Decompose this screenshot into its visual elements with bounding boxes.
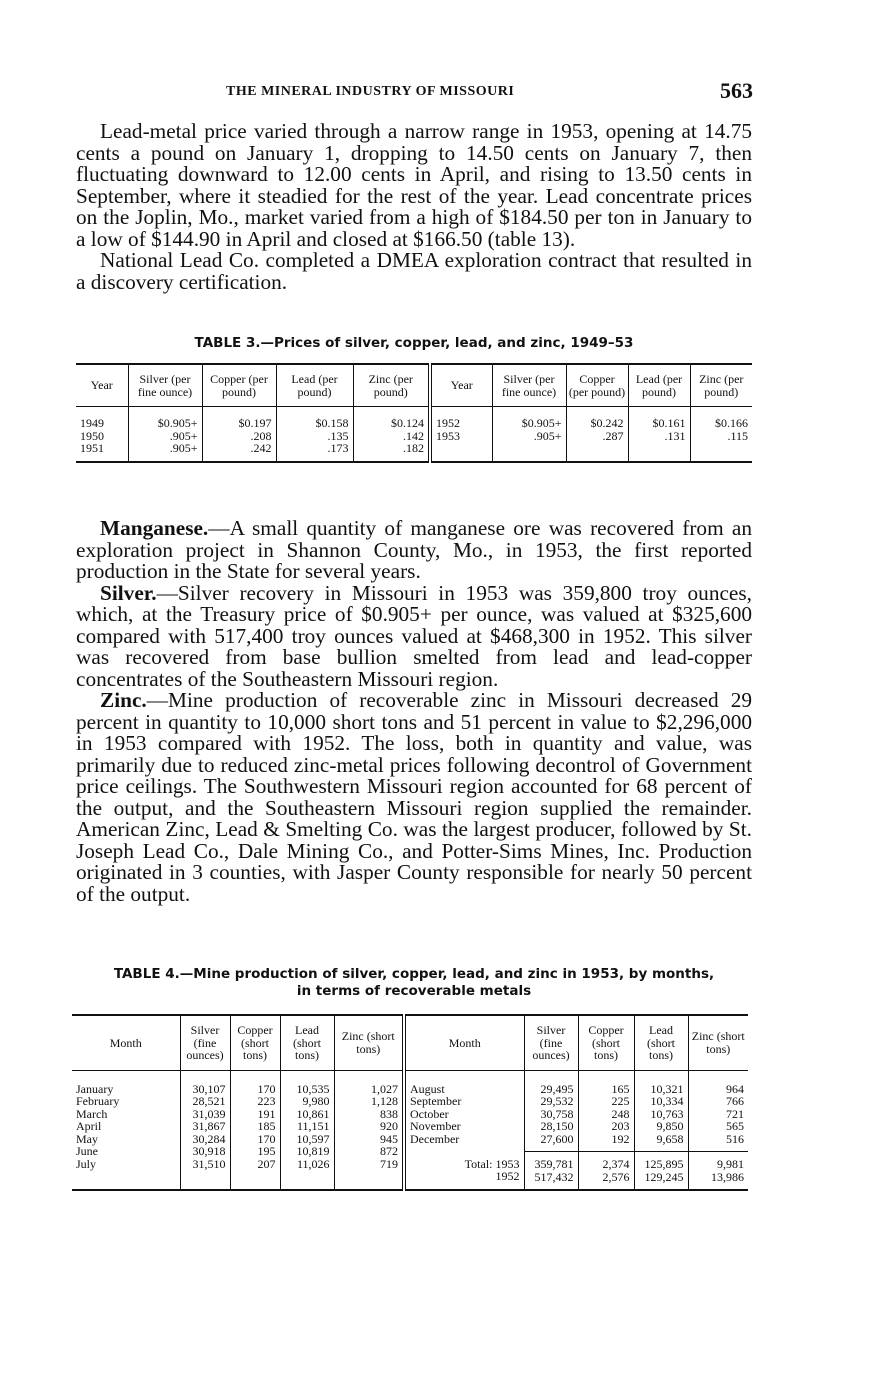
t4-lead-header: Lead (short tons): [280, 1015, 334, 1070]
t3-year-header-right: Year: [430, 364, 492, 407]
t4-month: June: [76, 1144, 98, 1158]
table-cell: 9,981: [717, 1157, 744, 1171]
table-cell: .208: [250, 428, 272, 443]
t4-copper-right: [578, 1070, 634, 1152]
table-cell: .182: [403, 441, 424, 455]
t3-silver-header: Silver (per fine ounce): [128, 364, 202, 407]
t4-copper-header-right: Copper (short tons): [578, 1015, 634, 1070]
t3-year: 1949: [80, 416, 104, 430]
t4-month: August: [410, 1081, 445, 1096]
zinc-paragraph: [76, 690, 752, 905]
table-cell: 1,128: [371, 1094, 398, 1108]
silver-text: —Silver recovery in Missouri in 1953 was 359,800 troy ounces, which, at the Treasury price of $0.905+ per ounce, was valued at $325,600 compared with 517,400 troy ounces valued at $468,300 in 1952. This silver was recovered from base bullion smelted from lead and lead-copper concentrates of the Southeastern Missouri region.: [76, 580, 752, 691]
table-cell: .242: [250, 441, 272, 455]
table-cell: .135: [327, 428, 349, 443]
table-cell: .905+: [169, 441, 198, 455]
t3-year: 1952: [436, 416, 460, 430]
table-cell: 10,763: [650, 1106, 684, 1121]
t4-months-right: [404, 1070, 524, 1152]
table4-caption-line1: TABLE 4.—Mine production of silver, copper, lead, and zinc in 1953, by months,: [113, 966, 715, 982]
table3-prices: [76, 363, 752, 463]
t3-copper-header-right: Copper (per pound): [566, 364, 628, 407]
t3-copper-header: Copper (per pound): [202, 364, 276, 407]
t3-lead-right: [628, 407, 690, 462]
zinc-heading: Zinc.: [100, 688, 147, 712]
table-cell: $0.242: [590, 416, 624, 430]
t4-total-silver: [524, 1152, 578, 1191]
running-header: [76, 78, 753, 104]
t3-zinc-header-right: Zinc (per pound): [690, 364, 752, 407]
t4-total-lead: [634, 1152, 688, 1191]
table-cell: 30,758: [540, 1106, 574, 1121]
table-cell: 125,895: [644, 1157, 684, 1171]
table-cell: $0.166: [715, 416, 748, 430]
table-cell: 721: [726, 1106, 744, 1121]
table-cell: 516: [726, 1131, 744, 1146]
table-cell: 2,576: [602, 1169, 630, 1184]
table4-header-row: [72, 1015, 748, 1070]
table-cell: .287: [602, 428, 624, 443]
table-cell: $0.197: [238, 416, 272, 430]
table-cell: 10,819: [296, 1144, 330, 1158]
t3-silver-header-right: Silver (per fine ounce): [492, 364, 566, 407]
t4-total-1952-label: 1952: [495, 1169, 520, 1183]
t3-year: 1950: [80, 428, 104, 443]
t3-year: 1953: [436, 428, 460, 443]
table-cell: .905+: [169, 428, 198, 443]
table-cell: 170: [257, 1081, 276, 1096]
table-cell: 964: [726, 1081, 744, 1096]
t4-lead-right: [634, 1070, 688, 1152]
t3-lead-header: Lead (per pound): [276, 364, 353, 407]
t3-year-header: Year: [76, 364, 128, 407]
table-cell: 31,867: [192, 1119, 226, 1133]
table-cell: 872: [380, 1144, 398, 1158]
table-cell: 248: [611, 1106, 630, 1121]
table-cell: 13,986: [711, 1169, 744, 1184]
zinc-text: —Mine production of recoverable zinc in Missouri decreased 29 percent in quantity to 10,000 short tons and 51 percent in value to $2,296,000 in 1953 compared with 1952. The loss, both in quantity and value, was primarily due to reduced zinc-metal prices following decontrol of Government price ceilings. The Southwestern Missouri region accounted for 68 percent of the output, and the Southeastern Missouri region supplied the remainder. American Zinc, Lead & Smelting Co. was the largest producer, followed by St. Joseph Lead Co., Dale Mining Co., and Potter-Sims Mines, Inc. Production originated in 3 counties, with Jasper County responsible for nearly 50 percent of the output.: [76, 688, 752, 906]
table-cell: 838: [380, 1106, 398, 1121]
t3-silver-right: [492, 407, 566, 462]
t3-lead-left: [276, 407, 353, 462]
manganese-heading: Manganese.: [100, 516, 209, 540]
t4-silver-header: Silver (fine ounces): [180, 1015, 230, 1070]
table3-header-row: [76, 364, 752, 407]
table4-data-row: [72, 1070, 748, 1152]
table-cell: 30,284: [192, 1131, 226, 1146]
table-cell: $0.161: [652, 416, 686, 430]
table-cell: .905+: [533, 428, 562, 443]
t3-years-left: [76, 407, 128, 462]
table-cell: 195: [257, 1144, 276, 1158]
t3-copper-right: [566, 407, 628, 462]
t4-month: September: [410, 1094, 462, 1108]
t4-month: March: [76, 1106, 108, 1121]
t4-month: January: [76, 1081, 114, 1096]
table-cell: 185: [257, 1119, 276, 1133]
manganese-text: —A small quantity of manganese ore was recovered from an exploration project in Shannon County, Mo., in 1953, the first reported production in the State for several years.: [76, 516, 752, 583]
table-cell: 766: [726, 1094, 744, 1108]
table-cell: 191: [257, 1106, 276, 1121]
table-cell: 11,151: [296, 1119, 330, 1133]
t4-month: November: [410, 1119, 461, 1133]
page-number: 563: [720, 78, 753, 103]
silver-heading: Silver.: [100, 580, 157, 605]
t4-copper-header: Copper (short tons): [230, 1015, 280, 1070]
table-cell: .173: [327, 441, 349, 455]
table-cell: 31,510: [192, 1156, 226, 1171]
table-cell: 192: [611, 1131, 630, 1146]
manganese-paragraph: [76, 518, 752, 583]
table-cell: 207: [257, 1156, 276, 1171]
t4-silver-header-right: Silver (fine ounces): [524, 1015, 578, 1070]
t4-month: October: [410, 1106, 449, 1121]
table-cell: 29,495: [540, 1081, 574, 1096]
table-cell: 1,027: [371, 1081, 398, 1096]
table3-data-row: [76, 407, 752, 462]
table-cell: 10,321: [650, 1081, 684, 1096]
t4-months-left: [72, 1070, 180, 1190]
lead-section: [76, 121, 752, 293]
table-cell: 719: [380, 1156, 398, 1171]
t3-years-right: [430, 407, 492, 462]
table3-caption: TABLE 3.—Prices of silver, copper, lead, and zinc, 1949–53: [194, 335, 634, 351]
table-cell: 10,535: [296, 1081, 330, 1096]
table-cell: 223: [257, 1094, 276, 1108]
table-cell: 28,150: [540, 1119, 574, 1133]
t4-total-copper: [578, 1152, 634, 1191]
table-cell: $0.158: [315, 416, 349, 430]
table-cell: 225: [611, 1094, 630, 1108]
table-cell: 30,107: [192, 1081, 226, 1096]
table4-caption-line2: in terms of recoverable metals: [296, 983, 532, 999]
table-cell: 170: [257, 1131, 276, 1146]
t4-zinc-right: [688, 1070, 748, 1152]
table-cell: .142: [403, 428, 424, 443]
national-lead-paragraph: National Lead Co. completed a DMEA exploration contract that resulted in a discovery certification.: [76, 248, 752, 294]
t4-total-labels: [404, 1152, 524, 1191]
table-cell: 565: [726, 1119, 744, 1133]
table-cell: 31,039: [192, 1106, 226, 1121]
silver-paragraph: [76, 580, 752, 691]
metals-section: [76, 518, 752, 905]
table-cell: 2,374: [602, 1157, 630, 1171]
table-cell: 920: [380, 1119, 398, 1133]
table-cell: 10,334: [650, 1094, 684, 1108]
table-cell: 129,245: [644, 1169, 684, 1184]
table-cell: 517,432: [534, 1169, 574, 1184]
lead-price-paragraph: Lead-metal price varied through a narrow range in 1953, opening at 14.75 cents a pound on January 1, dropping to 14.50 cents on January 7, then fluctuating downward to 12.00 cents in April, and rising to 13.50 cents in September, where it steadied for the rest of the year. Lead concentrate prices on the Joplin, Mo., market varied from a high of $184.50 per ton in January to a low of $144.90 in April and closed at $166.50 (table 13).: [76, 119, 752, 251]
t3-copper-left: [202, 407, 276, 462]
table-cell: 29,532: [540, 1094, 574, 1108]
t4-month-header-right: Month: [404, 1015, 524, 1070]
table-cell: 165: [611, 1081, 630, 1096]
table-cell: .131: [664, 428, 686, 443]
t4-month: July: [76, 1156, 97, 1171]
t4-month-header: Month: [72, 1015, 180, 1070]
t3-year: 1951: [80, 441, 104, 455]
table4-caption: [76, 966, 752, 1000]
table-cell: 10,861: [296, 1106, 330, 1121]
t4-month: December: [410, 1131, 460, 1146]
t3-zinc-left: [353, 407, 430, 462]
t4-total-zinc: [688, 1152, 748, 1191]
table-cell: $0.905+: [521, 416, 562, 430]
t3-zinc-right: [690, 407, 752, 462]
t4-month: February: [76, 1094, 120, 1108]
t4-zinc-left: [334, 1070, 404, 1190]
t3-lead-header-right: Lead (per pound): [628, 364, 690, 407]
t4-silver-left: [180, 1070, 230, 1190]
table-cell: 359,781: [534, 1157, 574, 1171]
t4-silver-right: [524, 1070, 578, 1152]
t3-zinc-header: Zinc (per pound): [353, 364, 430, 407]
table-cell: 9,658: [656, 1131, 684, 1146]
t4-month: April: [76, 1119, 102, 1133]
table-cell: 27,600: [540, 1131, 574, 1146]
table-cell: 9,850: [656, 1119, 684, 1133]
t4-month: May: [76, 1131, 98, 1146]
t4-total-1953-label: Total: 1953: [464, 1156, 520, 1171]
table-cell: .115: [727, 428, 748, 443]
running-title: THE MINERAL INDUSTRY OF MISSOURI: [226, 84, 515, 99]
table-cell: $0.905+: [157, 416, 198, 430]
table-cell: 945: [380, 1131, 398, 1146]
table-cell: 10,597: [296, 1131, 330, 1146]
table-cell: 30,918: [192, 1144, 226, 1158]
table-cell: 11,026: [296, 1156, 330, 1171]
t4-zinc-header: Zinc (short tons): [334, 1015, 404, 1070]
table-cell: 203: [611, 1119, 630, 1133]
t3-silver-left: [128, 407, 202, 462]
t4-lead-header-right: Lead (short tons): [634, 1015, 688, 1070]
t4-zinc-header-right: Zinc (short tons): [688, 1015, 748, 1070]
table-cell: 28,521: [192, 1094, 226, 1108]
table-cell: $0.124: [391, 416, 424, 430]
t4-lead-left: [280, 1070, 334, 1190]
table-cell: 9,980: [302, 1094, 330, 1108]
table4-production: [72, 1014, 748, 1191]
t4-copper-left: [230, 1070, 280, 1190]
